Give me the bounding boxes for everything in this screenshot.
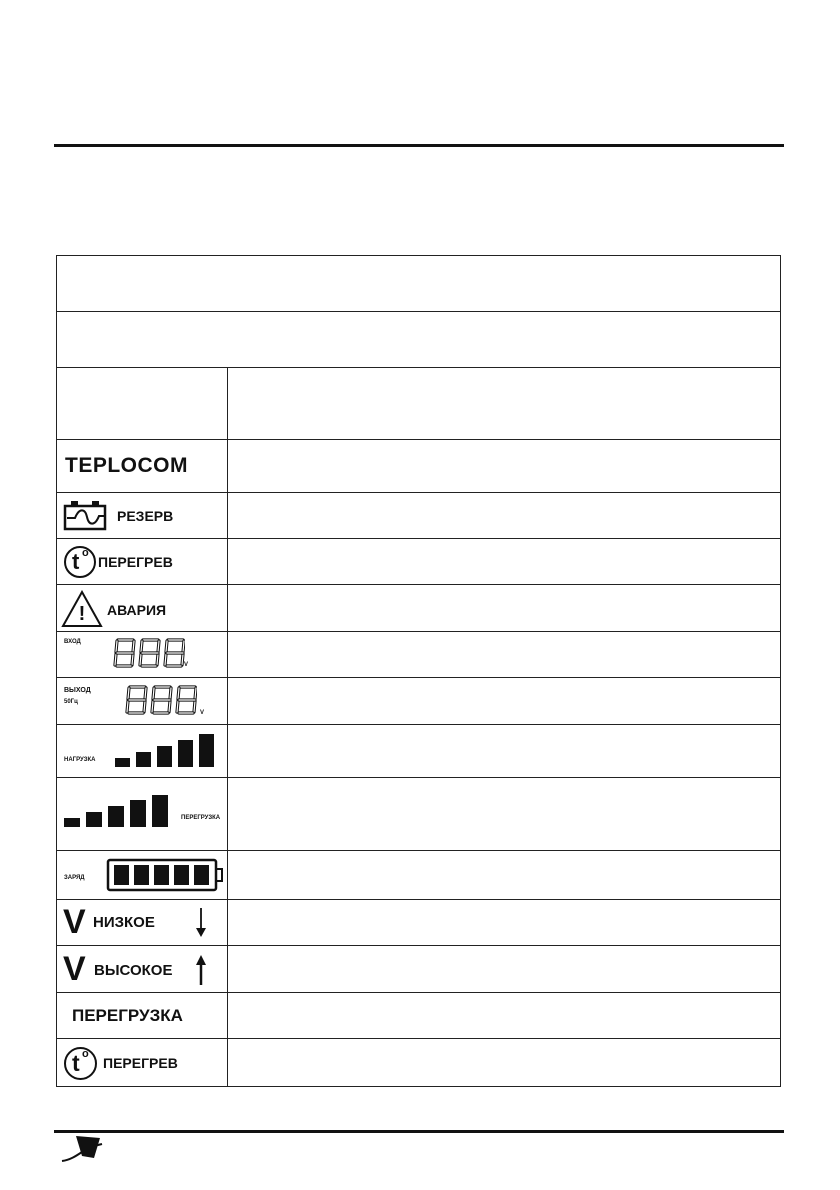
output-freq-label: 50Гц [64, 699, 78, 705]
battery-sine-icon [63, 499, 107, 531]
charge-cell-2 [134, 865, 149, 885]
table-title-cell [57, 256, 781, 312]
description-cell [228, 678, 781, 725]
table-row [57, 946, 781, 993]
description-cell [228, 632, 781, 678]
table-row [57, 632, 781, 678]
table-row [57, 993, 781, 1039]
indicator-load [57, 725, 228, 778]
high-voltage-symbol: V [63, 950, 86, 988]
temperature-icon: t o [64, 1047, 97, 1080]
indicator-alarm [57, 585, 228, 632]
table-subtitle-cell [57, 312, 781, 368]
table-title-row [57, 256, 781, 312]
indicator-backup [57, 493, 228, 539]
load-bar-2 [136, 752, 151, 767]
charge-cell-4 [174, 865, 189, 885]
warning-triangle-icon [61, 590, 103, 628]
table-subtitle-row [57, 312, 781, 368]
temperature-icon: t o [64, 546, 96, 578]
overload-small-label: ПЕРЕГРУЗКА [181, 815, 221, 821]
charge-cell-5 [194, 865, 209, 885]
input-volt-unit: V [184, 662, 189, 668]
load-bar-5 [199, 734, 214, 767]
description-cell [228, 1039, 781, 1087]
table-row [57, 678, 781, 725]
battery-charge-icon [106, 858, 226, 892]
table-row [57, 539, 781, 585]
indicator-overload [57, 993, 228, 1039]
stingray-logo-icon [56, 1134, 104, 1164]
indicator-low-voltage [57, 900, 228, 946]
indicator-brand [57, 440, 228, 493]
arrow-down-icon [195, 908, 207, 938]
charge-label: ЗАРЯД [64, 875, 85, 881]
output-volt-unit: V [200, 710, 205, 716]
description-cell [228, 440, 781, 493]
table-header-row [57, 368, 781, 440]
table-row [57, 585, 781, 632]
indicator-input-voltage [57, 632, 228, 678]
overload-bar-5 [152, 795, 168, 827]
backup-label: РЕЗЕРВ [117, 508, 174, 524]
header-rule [54, 144, 784, 147]
seven-segment-display-output [125, 685, 197, 717]
indicator-output-voltage [57, 678, 228, 725]
description-cell [228, 851, 781, 900]
seven-segment-display-input [113, 638, 185, 670]
alarm-label: АВАРИЯ [107, 602, 167, 618]
output-label: ВЫХОД [64, 687, 91, 694]
low-voltage-label: НИЗКОЕ [93, 914, 155, 931]
description-cell [228, 900, 781, 946]
overheat-label-2: ПЕРЕГРЕВ [103, 1055, 178, 1071]
load-label: НАГРУЗКА [64, 757, 96, 763]
input-label: ВХОД [64, 639, 81, 645]
load-bar-4 [178, 740, 193, 767]
table-row [57, 1039, 781, 1087]
description-cell [228, 725, 781, 778]
overload-bar-3 [108, 806, 124, 827]
header-indicator-cell [57, 368, 228, 440]
charge-cell-1 [114, 865, 129, 885]
arrow-up-icon [195, 955, 207, 985]
load-bar-1 [115, 758, 130, 767]
load-level-bars [115, 733, 219, 769]
description-cell [228, 946, 781, 993]
indicator-overload-bars [57, 778, 228, 851]
description-cell [228, 993, 781, 1039]
overload-level-bars [64, 795, 174, 829]
table-row [57, 493, 781, 539]
indicator-high-voltage [57, 946, 228, 993]
overload-bar-4 [130, 800, 146, 827]
table-row [57, 900, 781, 946]
indicator-charge [57, 851, 228, 900]
brand-logo-text: TEPLOCOM [65, 454, 188, 477]
table-row [57, 440, 781, 493]
low-voltage-symbol: V [63, 903, 86, 941]
overload-bar-1 [64, 818, 80, 827]
load-bar-3 [157, 746, 172, 767]
overload-bar-2 [86, 812, 102, 827]
indicator-overheat [57, 539, 228, 585]
table-row [57, 851, 781, 900]
description-cell [228, 493, 781, 539]
footer-rule [54, 1130, 784, 1133]
description-cell [228, 778, 781, 851]
overload-label: ПЕРЕГРУЗКА [72, 1006, 183, 1025]
high-voltage-label: ВЫСОКОЕ [94, 962, 173, 979]
lcd-indicator-table [56, 255, 781, 1087]
header-description-cell [228, 368, 781, 440]
table-row [57, 778, 781, 851]
description-cell [228, 585, 781, 632]
charge-cell-3 [154, 865, 169, 885]
table-row [57, 725, 781, 778]
svg-text:!: ! [78, 603, 86, 625]
description-cell [228, 539, 781, 585]
indicator-overheat-2 [57, 1039, 228, 1087]
overheat-label: ПЕРЕГРЕВ [98, 554, 173, 570]
